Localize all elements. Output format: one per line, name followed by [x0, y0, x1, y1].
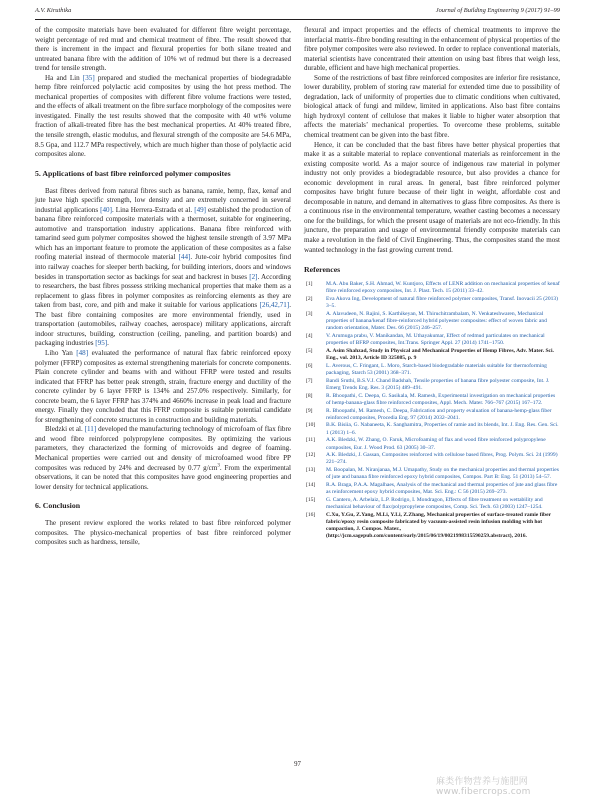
right-column — [304, 26, 560, 541]
reference-item[interactable] — [304, 333, 560, 347]
reference-number: [14] — [306, 482, 316, 489]
reference-text: Eva Akova Ing, Development of natural fibre reinforced polymer composites, Transf. Inovacii 25 (2013) 3–5. — [326, 296, 558, 310]
reference-number: [15] — [306, 496, 316, 503]
reference-text: M.A. Abu Baker, S.H. Ahmad, W. Kuntjoro, Effects of LENR addition on mechanical properties of kenaf fibre reinforced epoxy composites, Int. J. Plast. Tech. 15 (2011) 33–42. — [326, 281, 560, 295]
reference-number: [8] — [306, 392, 313, 399]
reference-item[interactable] — [304, 296, 560, 310]
reference-item[interactable] — [304, 497, 560, 511]
left-column — [35, 26, 291, 548]
citation-link[interactable]: [40] — [100, 205, 112, 214]
reference-number: [12] — [306, 452, 316, 459]
reference-item[interactable] — [304, 467, 560, 481]
section-heading: 6. Conclusion — [35, 501, 81, 511]
reference-item[interactable] — [304, 422, 560, 436]
reference-text: B.K. Bisiia, G. Nabaneeta, K. Sanghamitra, Properties of ramie and its blends, Int. J. Eng. Res. Gen. Sci. 1 (2013) 1–6. — [326, 422, 559, 436]
citation-link[interactable]: [11] — [84, 425, 97, 434]
reference-item[interactable] — [304, 482, 560, 496]
reference-number: [13] — [306, 467, 316, 474]
reference-text: A. Asim Shahzad, Study in Physical and Mechanical Properties of Hemp Fibres, Adv. Mater. Sci. Eng., vol. 2013, Article ID 325085, p. 9 — [326, 347, 554, 362]
reference-item[interactable] — [304, 393, 560, 407]
paragraph: The present review explored the works related to bast fibre reinforced polymer composites. The physico-mechanical properties of bast fibre reinforced polymer composites such as hardness, tensile, — [35, 519, 291, 547]
citation-link[interactable]: [26,42,71] — [259, 301, 290, 310]
reference-text: G. Cantero, A. Arbelaiz, L.P. Rodrigo, I. Mondragon, Effects of fibre treatment on wettability and mechanical behaviour of flax/polypropylene composites, Comp. Sci. Tech. 63 (2003) 1247–1254. — [326, 496, 543, 511]
citation-link[interactable]: [2] — [249, 272, 258, 281]
reference-item[interactable] — [304, 408, 560, 422]
reference-number: [9] — [306, 407, 313, 414]
paragraph: Some of the restrictions of bast fibre reinforced composites are inferior fire resistance, lower durability, problem of storing raw material for extended time due to possibility of degradation, lack of uniformity of properties due to climatic conditions when cultivated, biological attack of fungi and mildew, limited in applications. Also bast fibre contains high hydroxyl content of cellulose that makes it liable to higher water absorption that affects the materials’ mechanical properties. To overcome these problems, suitable chemical treatment can be given into the bast fibre. — [304, 73, 560, 140]
reference-text: A. Alavudeen, N. Rajini, S. Karthikeyan, M. Thiruchitrambalam, N. Venkateshwaren, Mechanical properties of banana/kenaf fibre-reinforced hybrid polyester composites: effect of woven fabric and random orientation, Mater. Des. 66 (2015) 246–257. — [326, 310, 547, 332]
reference-text: A.K. Bledzki, J. Gassan, Composites reinforced with cellulose based fibres, Prog. Polym. Sci. 24 (1999) 221–274. — [326, 452, 558, 466]
reference-number: [4] — [306, 333, 313, 339]
reference-number: [10] — [306, 422, 316, 429]
reference-number: [2] — [306, 296, 313, 303]
reference-item[interactable] — [304, 452, 560, 466]
reference-item[interactable] — [304, 378, 560, 392]
citation-link[interactable]: [44] — [178, 253, 191, 262]
reference-text: V. Arumuga prabu, V. Manikandan, M. Uthayakumar, Effect of redmud particulates on mechanical properties of BFRP composites, Int.Trans. Springer Appl. 27 (2014) 1741–1750. — [326, 333, 545, 347]
citation-link[interactable]: [48] — [76, 348, 89, 357]
paragraph: Bledzki et al. [11] developed the manufacturing technology of microfoam of flax fibre and wood fibre reinforced polypropylene composites. By optimizing the various parameters, they characterized the forming of microvoids and degree of foaming. Mechanical properties were carried out and density of microfoamed wood fibre PP composites was reduced by 24% and decreased by 0.77 $g/cm^3$. From the experimental observations, it can be noted that this composites have good engineering properties and lower density for technical applications. — [35, 425, 291, 491]
reference-text: M. Boopalan, M. Niranjanaa, M.J. Umapathy, Study on the mechanical properties and thermal properties of jute and banana fibre reinforced epoxy hybrid composites, Compos. Part B: Eng. 51 (2013) 54–57. — [326, 467, 559, 481]
watermark: 麻类作物营养与施肥网 www.fibercrops.com — [436, 777, 531, 797]
reference-number: [5] — [306, 347, 313, 354]
reference-text: L. Averous, C. Fringant, L. Moro, Starch-based biodegradable materials suitable for thermoforming packaging, Starch 53 (2001) 368–371. — [326, 362, 547, 376]
header-journal: Journal of Building Engineering 9 (2017) 91–99 — [435, 7, 560, 14]
reference-number: [11] — [306, 437, 316, 444]
reference-text: C.Xu, Y.Gu, Z.Yang, M.Li, Y.Li, Z.Zhang, Mechanical properties of surface-treated ramie fiber fabric/epoxy resin composite fabricated by vacuum-assisted resin infusion molding with hot compaction, J. Compos. Mater., (http://jcm.sagepub.com/content/early/2015/06/19/0021998315590259.abstract), 2016. — [326, 511, 551, 540]
reference-number: [7] — [306, 377, 313, 384]
paragraph: Bast fibres derived from natural fibres such as banana, ramie, hemp, flax, kenaf and jute have high specific strength, low density and are extremely concerned in several industrial applications [40]. Lina Herrera-Estrada et al. [49] established the production of banana fibre reinforced composite materials with a thermoset, suitable for engineering, automotive and transportation industry applications. Banana fibre reinforced with tamarind seed gum polymer composites showed the highest tensile strength of 3.97 MPa which has an important feature to promote the application of these composites as a false roofing material instead of thermocole material [44]. Jute-coir hybrid composites find into railway coaches for sleeper berth backing, for building interiors, doors and windows besides in transportation sector as backings for seat and backrest in buses [2]. According to researchers, the bast fibres possess striking mechanical properties that make them as a replacement to glass fibres in polymer composites as reinforcing elements as they are taken from bast, core, and pith and make it suitable for various applications [26,42,71]. The bast fibre containing composites are more environmental friendly, used in transportation (automobiles, railway coaches, aerospace) military applications, aircraft indoor structures, building, construction (ceiling, paneling, and partition boards) and packaging industries [95]. — [35, 186, 291, 348]
citation-link[interactable]: [35] — [82, 73, 95, 82]
section-heading: 5. Applications of bast fibre reinforced polymer composites — [35, 168, 231, 178]
reference-list — [304, 281, 560, 540]
reference-text: R.A. Braga, P.A.A. Magalhaes, Analysis of the mechanical and thermal properties of jute and glass fibre as reinforcement epoxy hybrid composites, Mat. Sci. Eng.: C 56 (2015) 269–273. — [326, 482, 558, 496]
paragraph: flexural and impact properties and the effects of chemical treatments to improve the interfacial matrix–fibre bonding resulting in the enhancement of physical properties of the fibre polymer composites were also reviewed. In order to replace conventional materials, material scientists have concentrated their attention on using bast fibres that weigh less, durable, efficient and have high mechanical properties. — [304, 26, 560, 73]
citation-link[interactable]: [95] — [95, 339, 108, 348]
paragraph: Ha and Lin [35] prepared and studied the mechanical properties of biodegradable hemp fibre reinforced polylactic acid composites by using the hot press method. The mechanical properties of composites with different fibre volume fractions were tested, and the effects of alkali treatment on the fibre surface morphology of the composites were investigated. Finally the test results showed that the composite with 40 wt% volume fraction of alkali-treated fibre has the best mechanical properties. At 40% treated fibre, the tensile strength, elastic modulus, and flexural strength of the composite are 54.6 MPa, 8.5 Gpa, and 112.7 MPa respectively, which are much higher than those of polylactic acid composites alone. — [35, 73, 291, 159]
reference-item[interactable] — [304, 311, 560, 332]
reference-text: R. Bhoopathi, C. Deepa, G. Sasikala, M. Ramesh, Experimental investigation on mechanical properties of hemp-banana-glass fibre reinforced composites, Appl. Mech. Mater. 766–767 (2015) 167–172. — [326, 392, 556, 406]
paragraph: of the composite materials have been evaluated for different fibre weight percentage, weight percentage of red mud and chemical treatment of fibre. The result showed that there is increment in the impact and flexural properties for both silane treated and untreated banana fibre with the addition of 10% wt of redmud but there is a decreased trend for tensile strength. — [35, 26, 291, 73]
reference-item[interactable] — [304, 281, 560, 295]
reference-text: R. Bhoopathi, M. Ramesh, C. Deepa, Fabrication and property evaluation of banana-hemp-glass fiber reinforced composites, Procedia Eng. 97 (2014) 2032–2041. — [326, 407, 552, 421]
paragraph: Liho Yan [48] evaluated the performance of natural flax fabric reinforced epoxy polymer (FFRP) composites as external strengthening materials for concrete components. Plain concrete cylinder and beams with and without FFRP were tested and results indicated that FFRP has better peak strength, strain, fracture energy and ductility of the concrete cylinder by 6 layer FFRP is 134% and 257.0% respectively. Similarly, for concrete beam, the 6 layer FFRP has 374% and 4660% increase in peak load and fracture energy. Finally they concluded that this FFRP composite is suitable potential candidate for strengthening of concrete structures in construction and building materials. — [35, 348, 291, 424]
references-heading: References — [304, 265, 341, 275]
reference-item[interactable] — [304, 512, 560, 541]
reference-item[interactable] — [304, 363, 560, 377]
running-header — [35, 7, 560, 19]
reference-number: [6] — [306, 362, 313, 369]
header-rule — [35, 19, 560, 20]
header-author: A.V. Kiruthika — [35, 7, 72, 14]
reference-text: A.K. Bledzki, W. Zhang, O. Faruk, Microfoaming of flax and wood fibre reinforced polypropylene composites, Eur. J. Wood Prod. 63 (2005) 30–37. — [326, 437, 546, 451]
citation-link[interactable]: [49] — [194, 205, 207, 214]
reference-item[interactable] — [304, 348, 560, 362]
reference-item[interactable] — [304, 437, 560, 451]
page-number: 97 — [294, 761, 301, 768]
reference-text: Bandi Sruthi, B.S.V.J. Chand Badshah, Tensile properties of banana fibre polyester composite, Int. J. Emerg Trends Eng. Res. 3 (2015) 489–491. — [326, 377, 550, 391]
reference-number: [3] — [306, 310, 313, 317]
paragraph: Hence, it can be concluded that the bast fibres have better physical properties that make it as a suitable material to replace conventional materials as reinforcement in the existing composite world. As a major source of indigenous raw material in polymer industry not only provides a biodegradable resource, but also provides a chance for economic development in rural areas. In general, bast fibre reinforced polymer composites have bright future because of their light in weight, affordable cost and decomposable in nature, and demand in alternatives to glass fibre composites. As there is a continuous rise in the environmental temperature, weather casting becomes a necessary one for the buildings, for which the present usage of materials are not eco-friendly. In this juncture, the preparation and usage of environmental friendly composite materials can make a revolution in the field of Civil Engineering. Thus, the composites stand the most wanted technology in the fast growing current trend. — [304, 140, 560, 254]
reference-number: [1] — [306, 281, 313, 288]
reference-number: [16] — [306, 511, 316, 518]
